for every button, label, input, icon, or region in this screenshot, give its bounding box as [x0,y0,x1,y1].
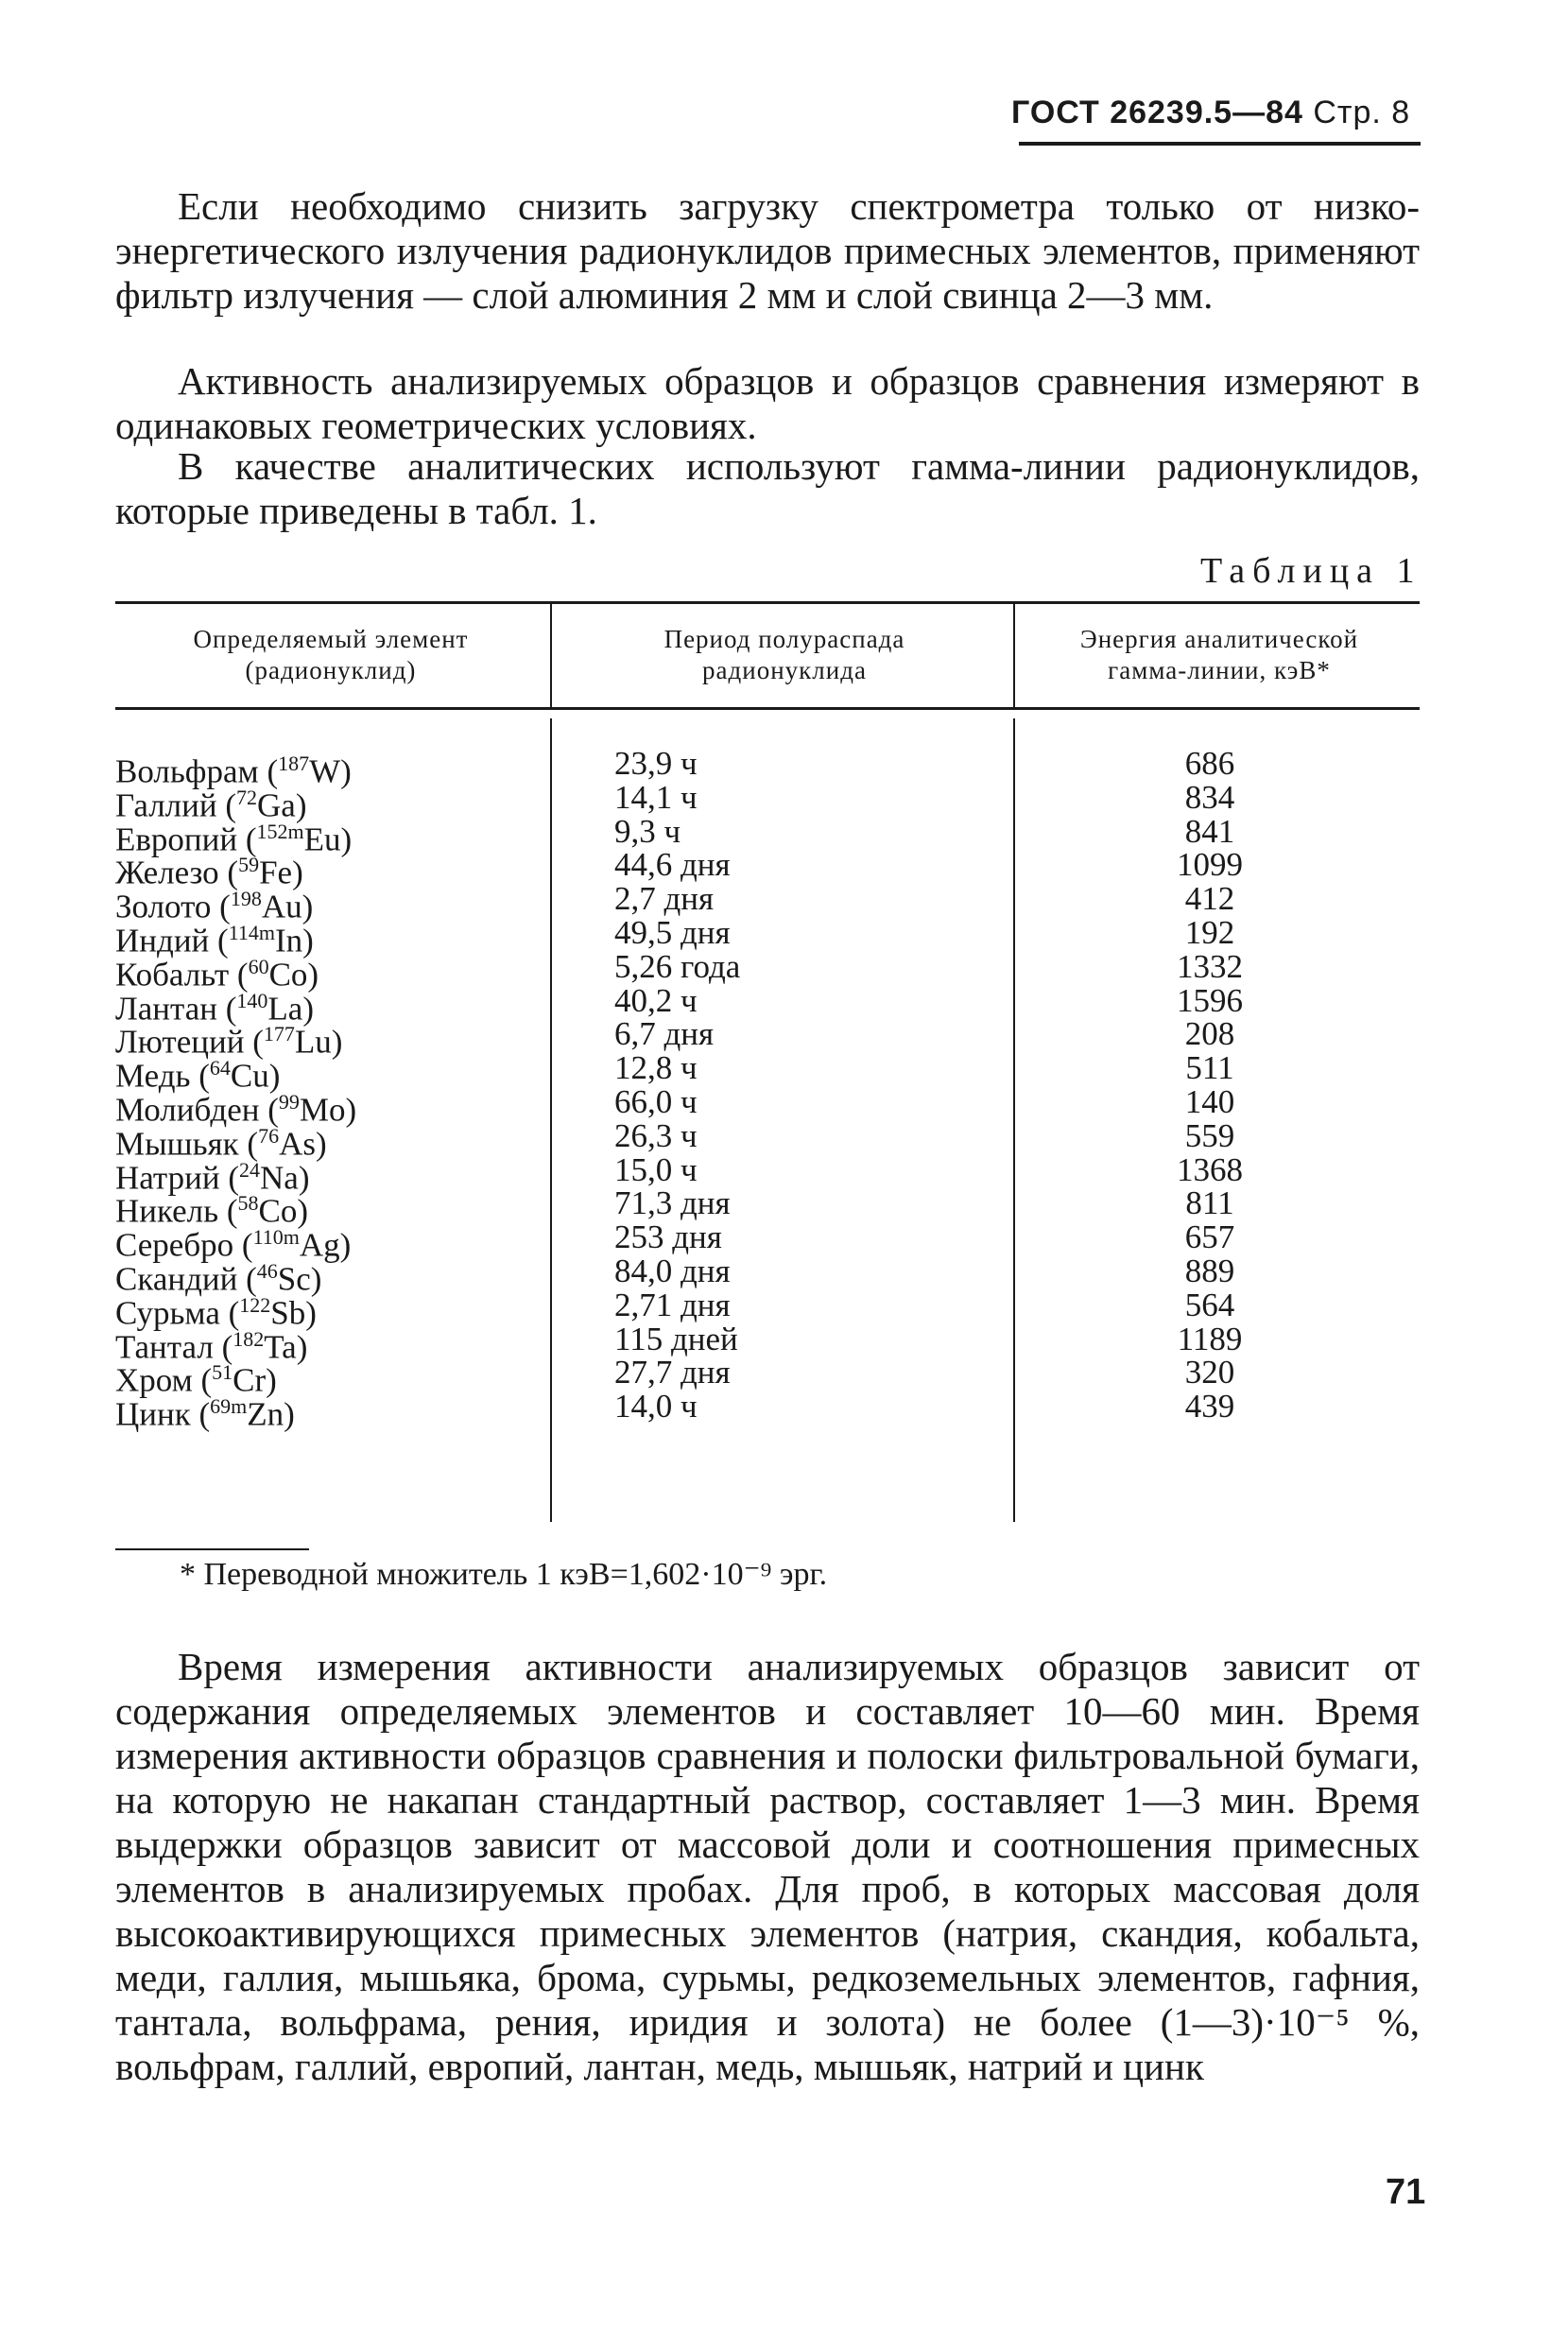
table-row-energy: 1189 [1177,1321,1243,1357]
document-header [1011,95,1410,131]
table-row-half-life: 115 дней [614,1321,738,1357]
header-half-life: Период полураспада радионуклида [663,625,905,684]
table-col-divider-1-head [550,601,552,707]
table-row-energy: 889 [1184,1253,1235,1289]
table-row-half-life: 26,3 ч [614,1117,698,1154]
table-row-half-life: 44,6 дня [614,846,731,883]
table-row-energy: 811 [1185,1184,1234,1221]
table-row-half-life: 5,26 года [614,948,741,985]
page-label: Стр. 8 [1313,95,1411,130]
table-row-element: Молибден ($^{99}$Mo) [115,1090,357,1129]
table-row-half-life: 2,7 дня [614,880,715,917]
table-row-element: Скандий ($^{46}$Sc) [115,1259,322,1298]
table-row-element: Европий ($^{152m}$Eu) [115,820,353,858]
table-row-element: Индий ($^{114m}$In) [115,921,314,959]
table-row-half-life: 253 дня [614,1218,722,1255]
table-row-element: Кобальт ($^{60}$Co) [115,955,319,994]
table-row-element: Сурьма ($^{122}$Sb) [115,1293,317,1332]
table-header-rule [115,707,1420,710]
table-row-half-life: 71,3 дня [614,1184,731,1221]
table-row-energy: 1332 [1177,948,1243,985]
table-row-half-life: 14,0 ч [614,1388,698,1425]
table-row-energy: 140 [1184,1083,1235,1120]
table-row-element: Золото ($^{198}$Au) [115,887,314,925]
table-row-half-life: 9,3 ч [614,813,681,850]
table-row-element: Серебро ($^{110m}$Ag) [115,1225,352,1264]
table-row-element: Вольфрам ($^{187}$W) [115,752,352,790]
table-row-half-life: 66,0 ч [614,1083,698,1120]
paragraph-measurement-time: Время измерения активности анализируемых образцов зависит от содержания определяемых элементов и составляет 10—60 мин. Время измерения активности образцов сравнения и полоски фильтровальной бумаги, на которую не накапан стандартный раствор, составляет 1—3 мин. Время выдержки образцов зависит от массовой доли и соотношения примесных элементов в анализируемых пробах. Для проб, в которых массовая доля высокоактивирующихся примесных элементов (натрия, скандия, кобальта, меди, галлия, мышьяка, брома, сурьмы, редкоземельных элементов, гафния, тантала, вольфрама, рения, иридия и золота) не более (1—3)·10⁻⁵ %, вольфрам, галлий, европий, лантан, медь, мышьяк, натрий и цинк [115,1645,1420,2088]
table-row-energy: 564 [1184,1287,1235,1323]
table-row-element: Натрий ($^{24}$Na) [115,1158,310,1197]
table-row-half-life: 84,0 дня [614,1253,731,1289]
table-row-half-life: 40,2 ч [614,982,698,1019]
table-row-half-life: 15,0 ч [614,1151,698,1188]
header-element: Определяемый элемент (радионуклид) [193,625,469,684]
table-row-half-life: 2,71 дня [614,1287,731,1323]
header-energy: Энергия аналитической гамма-линии, кэВ* [1079,625,1359,684]
table-caption: Таблица 1 [1200,551,1422,591]
table-row-energy: 1368 [1177,1151,1243,1188]
table-col-divider-1 [550,718,552,1522]
table-row-element: Железо ($^{59}$Fe) [115,853,303,891]
table-row-energy: 686 [1184,745,1235,782]
table-row-half-life: 23,9 ч [614,745,698,782]
table-row-half-life: 49,5 дня [614,914,731,951]
table-row-element: Галлий ($^{72}$Ga) [115,786,307,824]
table-row-half-life: 27,7 дня [614,1354,731,1391]
paragraph-activity: Активность анализируемых образцов и образцов сравнения измеряют в одинаковых геометрических условиях. [115,359,1420,447]
table-col-divider-2-head [1013,601,1015,707]
page-number: 71 [1386,2172,1426,2212]
table-row-energy: 1596 [1177,982,1243,1019]
footnote: * Переводной множитель 1 кэВ=1,602·10⁻⁹ эрг. [180,1557,828,1592]
table-row-element: Лантан ($^{140}$La) [115,989,314,1028]
table-row-energy: 834 [1184,779,1235,816]
table-row-energy: 439 [1184,1388,1235,1425]
table-row-half-life: 6,7 дня [614,1015,715,1052]
table-row-element: Медь ($^{64}$Cu) [115,1056,281,1095]
table-row-energy: 559 [1184,1117,1235,1154]
table-row-element: Тантал ($^{182}$Ta) [115,1327,308,1366]
header-rule [1019,142,1421,146]
table-row-energy: 208 [1184,1015,1235,1052]
table-row-energy: 320 [1184,1354,1235,1391]
table-top-rule [115,601,1420,604]
paragraph-filter: Если необходимо снизить загрузку спектрометра только от низко-энергетического излучения радионуклидов примесных элементов, применяют фильтр излучения — слой алюминия 2 мм и слой свинца 2—3 мм. [115,184,1420,317]
table-row-element: Лютеций ($^{177}$Lu) [115,1022,343,1061]
footnote-rule [115,1548,309,1550]
table-row-element: Мышьяк ($^{76}$As) [115,1124,327,1163]
table-row-element: Никель ($^{58}$Co) [115,1191,309,1230]
table-row-energy: 192 [1184,914,1235,951]
table-row-element: Цинк ($^{69m}$Zn) [115,1394,295,1433]
gost-number: ГОСТ 26239.5—84 [1011,95,1303,130]
table-row-energy: 657 [1184,1218,1235,1255]
table-row-element: Хром ($^{51}$Cr) [115,1360,277,1399]
table-row-energy: 412 [1184,880,1235,917]
table-row-energy: 511 [1185,1049,1234,1086]
table-row-half-life: 14,1 ч [614,779,698,816]
table-row-energy: 841 [1184,813,1235,850]
table-row-half-life: 12,8 ч [614,1049,698,1086]
table-row-energy: 1099 [1177,846,1243,883]
paragraph-gamma-lines: В качестве аналитических используют гамма-линии радионуклидов, которые приведены в табл. 1. [115,444,1420,532]
